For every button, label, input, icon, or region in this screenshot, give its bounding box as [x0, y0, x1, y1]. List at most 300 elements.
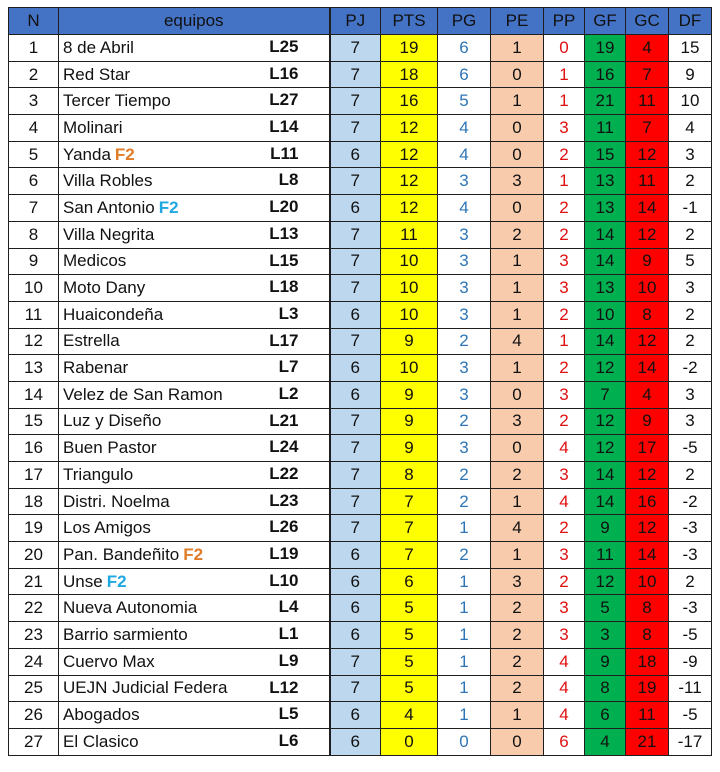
team-tag: F2	[183, 544, 204, 564]
team-code: L19	[269, 544, 299, 564]
team-code: L10	[269, 570, 299, 590]
gf-cell: 7	[585, 381, 626, 408]
gf-cell: 9	[585, 648, 626, 675]
team-cell	[59, 115, 330, 142]
team-code: L2	[278, 383, 299, 403]
team-name: Yanda	[63, 144, 111, 164]
gf-cell: 4	[585, 728, 626, 755]
pts-cell: 9	[381, 408, 438, 435]
pj-cell: 7	[330, 462, 381, 489]
gc-cell: 14	[626, 195, 669, 222]
pj-cell: 7	[330, 115, 381, 142]
team-name: Luz y Diseño	[63, 411, 162, 431]
position-cell: 22	[9, 595, 59, 622]
position-cell: 16	[9, 435, 59, 462]
gf-cell: 21	[585, 88, 626, 115]
pts-cell: 10	[381, 355, 438, 382]
df-cell: 2	[669, 301, 712, 328]
table-row	[9, 35, 712, 62]
team-code: L16	[269, 63, 299, 83]
table-row	[9, 462, 712, 489]
df-cell: 5	[669, 248, 712, 275]
team-name: Molinari	[63, 117, 123, 137]
df-cell: -5	[669, 622, 712, 649]
table-row	[9, 728, 712, 755]
table-row	[9, 702, 712, 729]
pe-cell: 2	[491, 595, 544, 622]
team-code: L9	[278, 650, 299, 670]
position-cell: 26	[9, 702, 59, 729]
gc-cell: 18	[626, 648, 669, 675]
pp-cell: 4	[544, 675, 585, 702]
team-name: UEJN Judicial Federa	[63, 678, 228, 698]
pg-cell: 2	[438, 408, 491, 435]
position-cell: 8	[9, 221, 59, 248]
pg-cell: 4	[438, 195, 491, 222]
team-code: L11	[270, 143, 299, 163]
team-name: Huaicondeña	[63, 304, 164, 324]
table-row	[9, 622, 712, 649]
pe-cell: 4	[491, 328, 544, 355]
pg-cell: 6	[438, 61, 491, 88]
df-cell: -3	[669, 542, 712, 569]
team-cell	[59, 35, 330, 62]
pp-cell: 2	[544, 515, 585, 542]
team-code: L21	[269, 410, 299, 430]
table-row	[9, 381, 712, 408]
team-name: 8 de Abril	[63, 37, 134, 57]
team-code: L20	[269, 197, 299, 217]
pe-cell: 1	[491, 702, 544, 729]
team-code: L27	[269, 90, 299, 110]
standings-body	[9, 35, 712, 756]
table-row	[9, 568, 712, 595]
pg-cell: 1	[438, 595, 491, 622]
pp-cell: 1	[544, 328, 585, 355]
team-name: Moto Dany	[63, 278, 146, 298]
gf-cell: 15	[585, 141, 626, 168]
team-cell	[59, 328, 330, 355]
position-cell: 11	[9, 301, 59, 328]
table-row	[9, 675, 712, 702]
team-cell	[59, 515, 330, 542]
gc-cell: 12	[626, 221, 669, 248]
pj-cell: 7	[330, 248, 381, 275]
pts-cell: 16	[381, 88, 438, 115]
df-cell: -5	[669, 435, 712, 462]
header-pg: PG	[438, 8, 491, 35]
gc-cell: 19	[626, 675, 669, 702]
position-cell: 2	[9, 61, 59, 88]
pe-cell: 1	[491, 248, 544, 275]
team-cell	[59, 275, 330, 302]
gc-cell: 4	[626, 35, 669, 62]
position-cell: 15	[9, 408, 59, 435]
pj-cell: 7	[330, 221, 381, 248]
pj-cell: 6	[330, 595, 381, 622]
df-cell: 10	[669, 88, 712, 115]
position-cell: 13	[9, 355, 59, 382]
pts-cell: 12	[381, 195, 438, 222]
pe-cell: 1	[491, 275, 544, 302]
table-row	[9, 542, 712, 569]
team-name: Triangulo	[63, 464, 134, 484]
gf-cell: 8	[585, 675, 626, 702]
pj-cell: 7	[330, 35, 381, 62]
pts-cell: 12	[381, 141, 438, 168]
pp-cell: 3	[544, 595, 585, 622]
team-cell	[59, 488, 330, 515]
team-code: L14	[269, 117, 299, 137]
gf-cell: 19	[585, 35, 626, 62]
pj-cell: 6	[330, 301, 381, 328]
df-cell: 2	[669, 221, 712, 248]
df-cell: 3	[669, 408, 712, 435]
team-cell	[59, 675, 330, 702]
pg-cell: 4	[438, 141, 491, 168]
team-cell	[59, 622, 330, 649]
team-name: Los Amigos	[63, 518, 151, 538]
df-cell: -5	[669, 702, 712, 729]
position-cell: 23	[9, 622, 59, 649]
team-name: Distri. Noelma	[63, 491, 170, 511]
gf-cell: 12	[585, 435, 626, 462]
team-name: San Antonio	[63, 197, 155, 217]
table-row	[9, 141, 712, 168]
gc-cell: 12	[626, 515, 669, 542]
pe-cell: 0	[491, 195, 544, 222]
pp-cell: 4	[544, 648, 585, 675]
header-row	[9, 8, 712, 35]
team-code: L8	[278, 170, 299, 190]
table-row	[9, 355, 712, 382]
df-cell: -11	[669, 675, 712, 702]
position-cell: 6	[9, 168, 59, 195]
team-cell	[59, 381, 330, 408]
gf-cell: 10	[585, 301, 626, 328]
df-cell: -2	[669, 488, 712, 515]
table-row	[9, 408, 712, 435]
team-cell	[59, 88, 330, 115]
pe-cell: 3	[491, 408, 544, 435]
pp-cell: 1	[544, 61, 585, 88]
pg-cell: 2	[438, 462, 491, 489]
pp-cell: 1	[544, 88, 585, 115]
team-code: L3	[278, 303, 299, 323]
gc-cell: 10	[626, 568, 669, 595]
pe-cell: 1	[491, 88, 544, 115]
team-cell	[59, 248, 330, 275]
table-row	[9, 301, 712, 328]
pts-cell: 5	[381, 648, 438, 675]
team-code: L12	[269, 677, 299, 697]
pts-cell: 7	[381, 488, 438, 515]
position-cell: 12	[9, 328, 59, 355]
df-cell: 2	[669, 328, 712, 355]
pg-cell: 3	[438, 435, 491, 462]
pg-cell: 3	[438, 248, 491, 275]
pp-cell: 3	[544, 248, 585, 275]
pg-cell: 4	[438, 115, 491, 142]
pj-cell: 7	[330, 328, 381, 355]
pp-cell: 3	[544, 462, 585, 489]
team-code: L7	[278, 357, 299, 377]
pts-cell: 10	[381, 248, 438, 275]
df-cell: 9	[669, 61, 712, 88]
table-row	[9, 168, 712, 195]
gf-cell: 11	[585, 115, 626, 142]
table-row	[9, 61, 712, 88]
pe-cell: 2	[491, 462, 544, 489]
pg-cell: 6	[438, 35, 491, 62]
gf-cell: 14	[585, 221, 626, 248]
df-cell: 3	[669, 275, 712, 302]
pj-cell: 6	[330, 381, 381, 408]
gc-cell: 7	[626, 61, 669, 88]
gf-cell: 9	[585, 515, 626, 542]
pe-cell: 3	[491, 568, 544, 595]
team-name: Cuervo Max	[63, 651, 155, 671]
pp-cell: 3	[544, 622, 585, 649]
pg-cell: 0	[438, 728, 491, 755]
header-pts: PTS	[381, 8, 438, 35]
pp-cell: 4	[544, 702, 585, 729]
team-cell	[59, 462, 330, 489]
table-row	[9, 595, 712, 622]
gc-cell: 11	[626, 702, 669, 729]
team-name: Velez de San Ramon	[63, 384, 223, 404]
pg-cell: 3	[438, 301, 491, 328]
df-cell: -3	[669, 515, 712, 542]
team-cell	[59, 568, 330, 595]
pp-cell: 2	[544, 301, 585, 328]
gf-cell: 14	[585, 462, 626, 489]
pj-cell: 7	[330, 648, 381, 675]
standings-table	[8, 7, 712, 756]
pj-cell: 6	[330, 568, 381, 595]
position-cell: 3	[9, 88, 59, 115]
team-name: El Clasico	[63, 731, 139, 751]
pts-cell: 9	[381, 328, 438, 355]
gf-cell: 13	[585, 275, 626, 302]
pts-cell: 11	[381, 221, 438, 248]
pj-cell: 7	[330, 408, 381, 435]
position-cell: 20	[9, 542, 59, 569]
df-cell: 15	[669, 35, 712, 62]
df-cell: -3	[669, 595, 712, 622]
pp-cell: 1	[544, 168, 585, 195]
pp-cell: 2	[544, 568, 585, 595]
team-cell	[59, 301, 330, 328]
team-code: L25	[269, 37, 299, 56]
team-code: L15	[269, 250, 299, 270]
pg-cell: 1	[438, 622, 491, 649]
team-cell	[59, 61, 330, 88]
gc-cell: 9	[626, 248, 669, 275]
team-name: Estrella	[63, 331, 120, 351]
pts-cell: 0	[381, 728, 438, 755]
gf-cell: 14	[585, 248, 626, 275]
gc-cell: 10	[626, 275, 669, 302]
pts-cell: 9	[381, 435, 438, 462]
position-cell: 18	[9, 488, 59, 515]
pp-cell: 4	[544, 435, 585, 462]
pg-cell: 2	[438, 488, 491, 515]
team-tag: F2	[158, 197, 179, 217]
gf-cell: 12	[585, 568, 626, 595]
position-cell: 5	[9, 141, 59, 168]
pts-cell: 5	[381, 675, 438, 702]
pts-cell: 5	[381, 622, 438, 649]
table-row	[9, 275, 712, 302]
pg-cell: 3	[438, 381, 491, 408]
pts-cell: 9	[381, 381, 438, 408]
position-cell: 24	[9, 648, 59, 675]
pe-cell: 2	[491, 221, 544, 248]
team-tag: F2	[106, 571, 127, 591]
pp-cell: 6	[544, 728, 585, 755]
gc-cell: 12	[626, 141, 669, 168]
pts-cell: 10	[381, 275, 438, 302]
gc-cell: 12	[626, 462, 669, 489]
df-cell: 2	[669, 168, 712, 195]
team-cell	[59, 542, 330, 569]
gc-cell: 11	[626, 88, 669, 115]
pj-cell: 6	[330, 542, 381, 569]
df-cell: 4	[669, 115, 712, 142]
gc-cell: 4	[626, 381, 669, 408]
team-code: L17	[269, 330, 299, 350]
team-cell	[59, 408, 330, 435]
header-pe: PE	[491, 8, 544, 35]
pp-cell: 3	[544, 542, 585, 569]
gf-cell: 13	[585, 168, 626, 195]
gf-cell: 5	[585, 595, 626, 622]
gf-cell: 12	[585, 355, 626, 382]
gc-cell: 14	[626, 542, 669, 569]
header-gc: GC	[626, 8, 669, 35]
table-row	[9, 435, 712, 462]
pts-cell: 18	[381, 61, 438, 88]
pj-cell: 7	[330, 168, 381, 195]
team-name: Red Star	[63, 64, 131, 84]
pg-cell: 3	[438, 275, 491, 302]
gf-cell: 14	[585, 328, 626, 355]
pts-cell: 8	[381, 462, 438, 489]
pj-cell: 6	[330, 195, 381, 222]
position-cell: 10	[9, 275, 59, 302]
gc-cell: 21	[626, 728, 669, 755]
df-cell: -9	[669, 648, 712, 675]
gf-cell: 11	[585, 542, 626, 569]
team-tag: F2	[114, 144, 135, 164]
pts-cell: 12	[381, 115, 438, 142]
pe-cell: 4	[491, 515, 544, 542]
pts-cell: 7	[381, 542, 438, 569]
table-row	[9, 221, 712, 248]
pp-cell: 2	[544, 355, 585, 382]
pe-cell: 3	[491, 168, 544, 195]
gc-cell: 8	[626, 622, 669, 649]
table-row	[9, 328, 712, 355]
team-cell	[59, 355, 330, 382]
team-cell	[59, 648, 330, 675]
pe-cell: 0	[491, 61, 544, 88]
gc-cell: 16	[626, 488, 669, 515]
pe-cell: 1	[491, 488, 544, 515]
position-cell: 27	[9, 728, 59, 755]
pj-cell: 6	[330, 141, 381, 168]
gc-cell: 17	[626, 435, 669, 462]
team-name: Medicos	[63, 251, 127, 271]
gc-cell: 14	[626, 355, 669, 382]
position-cell: 7	[9, 195, 59, 222]
gc-cell: 8	[626, 595, 669, 622]
df-cell: 3	[669, 141, 712, 168]
pe-cell: 1	[491, 35, 544, 62]
pp-cell: 2	[544, 141, 585, 168]
pg-cell: 1	[438, 675, 491, 702]
team-name: Abogados	[63, 705, 140, 725]
team-name: Barrio sarmiento	[63, 624, 188, 644]
pts-cell: 4	[381, 702, 438, 729]
pg-cell: 2	[438, 328, 491, 355]
team-code: L18	[269, 277, 299, 297]
pe-cell: 2	[491, 675, 544, 702]
pe-cell: 2	[491, 648, 544, 675]
header-pj: PJ	[330, 8, 381, 35]
pts-cell: 12	[381, 168, 438, 195]
gc-cell: 9	[626, 408, 669, 435]
header-team: equipos	[59, 8, 330, 35]
pj-cell: 6	[330, 355, 381, 382]
pg-cell: 1	[438, 515, 491, 542]
team-cell	[59, 141, 330, 168]
pg-cell: 1	[438, 648, 491, 675]
position-cell: 17	[9, 462, 59, 489]
team-name: Pan. Bandeñito	[63, 544, 180, 564]
header-n: N	[9, 8, 59, 35]
pg-cell: 1	[438, 702, 491, 729]
pp-cell: 4	[544, 488, 585, 515]
pj-cell: 7	[330, 488, 381, 515]
table-row	[9, 115, 712, 142]
pg-cell: 3	[438, 168, 491, 195]
gc-cell: 11	[626, 168, 669, 195]
pe-cell: 0	[491, 115, 544, 142]
df-cell: 2	[669, 568, 712, 595]
pg-cell: 1	[438, 568, 491, 595]
team-cell	[59, 168, 330, 195]
position-cell: 25	[9, 675, 59, 702]
pj-cell: 6	[330, 702, 381, 729]
team-cell	[59, 221, 330, 248]
gf-cell: 3	[585, 622, 626, 649]
gf-cell: 13	[585, 195, 626, 222]
team-name: Buen Pastor	[63, 438, 157, 458]
pts-cell: 10	[381, 301, 438, 328]
team-code: L26	[269, 517, 299, 537]
team-name: Nueva Autonomia	[63, 598, 198, 618]
team-cell	[59, 728, 330, 755]
team-code: L1	[278, 624, 299, 644]
pe-cell: 1	[491, 542, 544, 569]
team-code: L13	[269, 223, 299, 243]
pg-cell: 2	[438, 542, 491, 569]
pp-cell: 2	[544, 195, 585, 222]
team-name: Unse	[63, 571, 103, 591]
pj-cell: 7	[330, 515, 381, 542]
